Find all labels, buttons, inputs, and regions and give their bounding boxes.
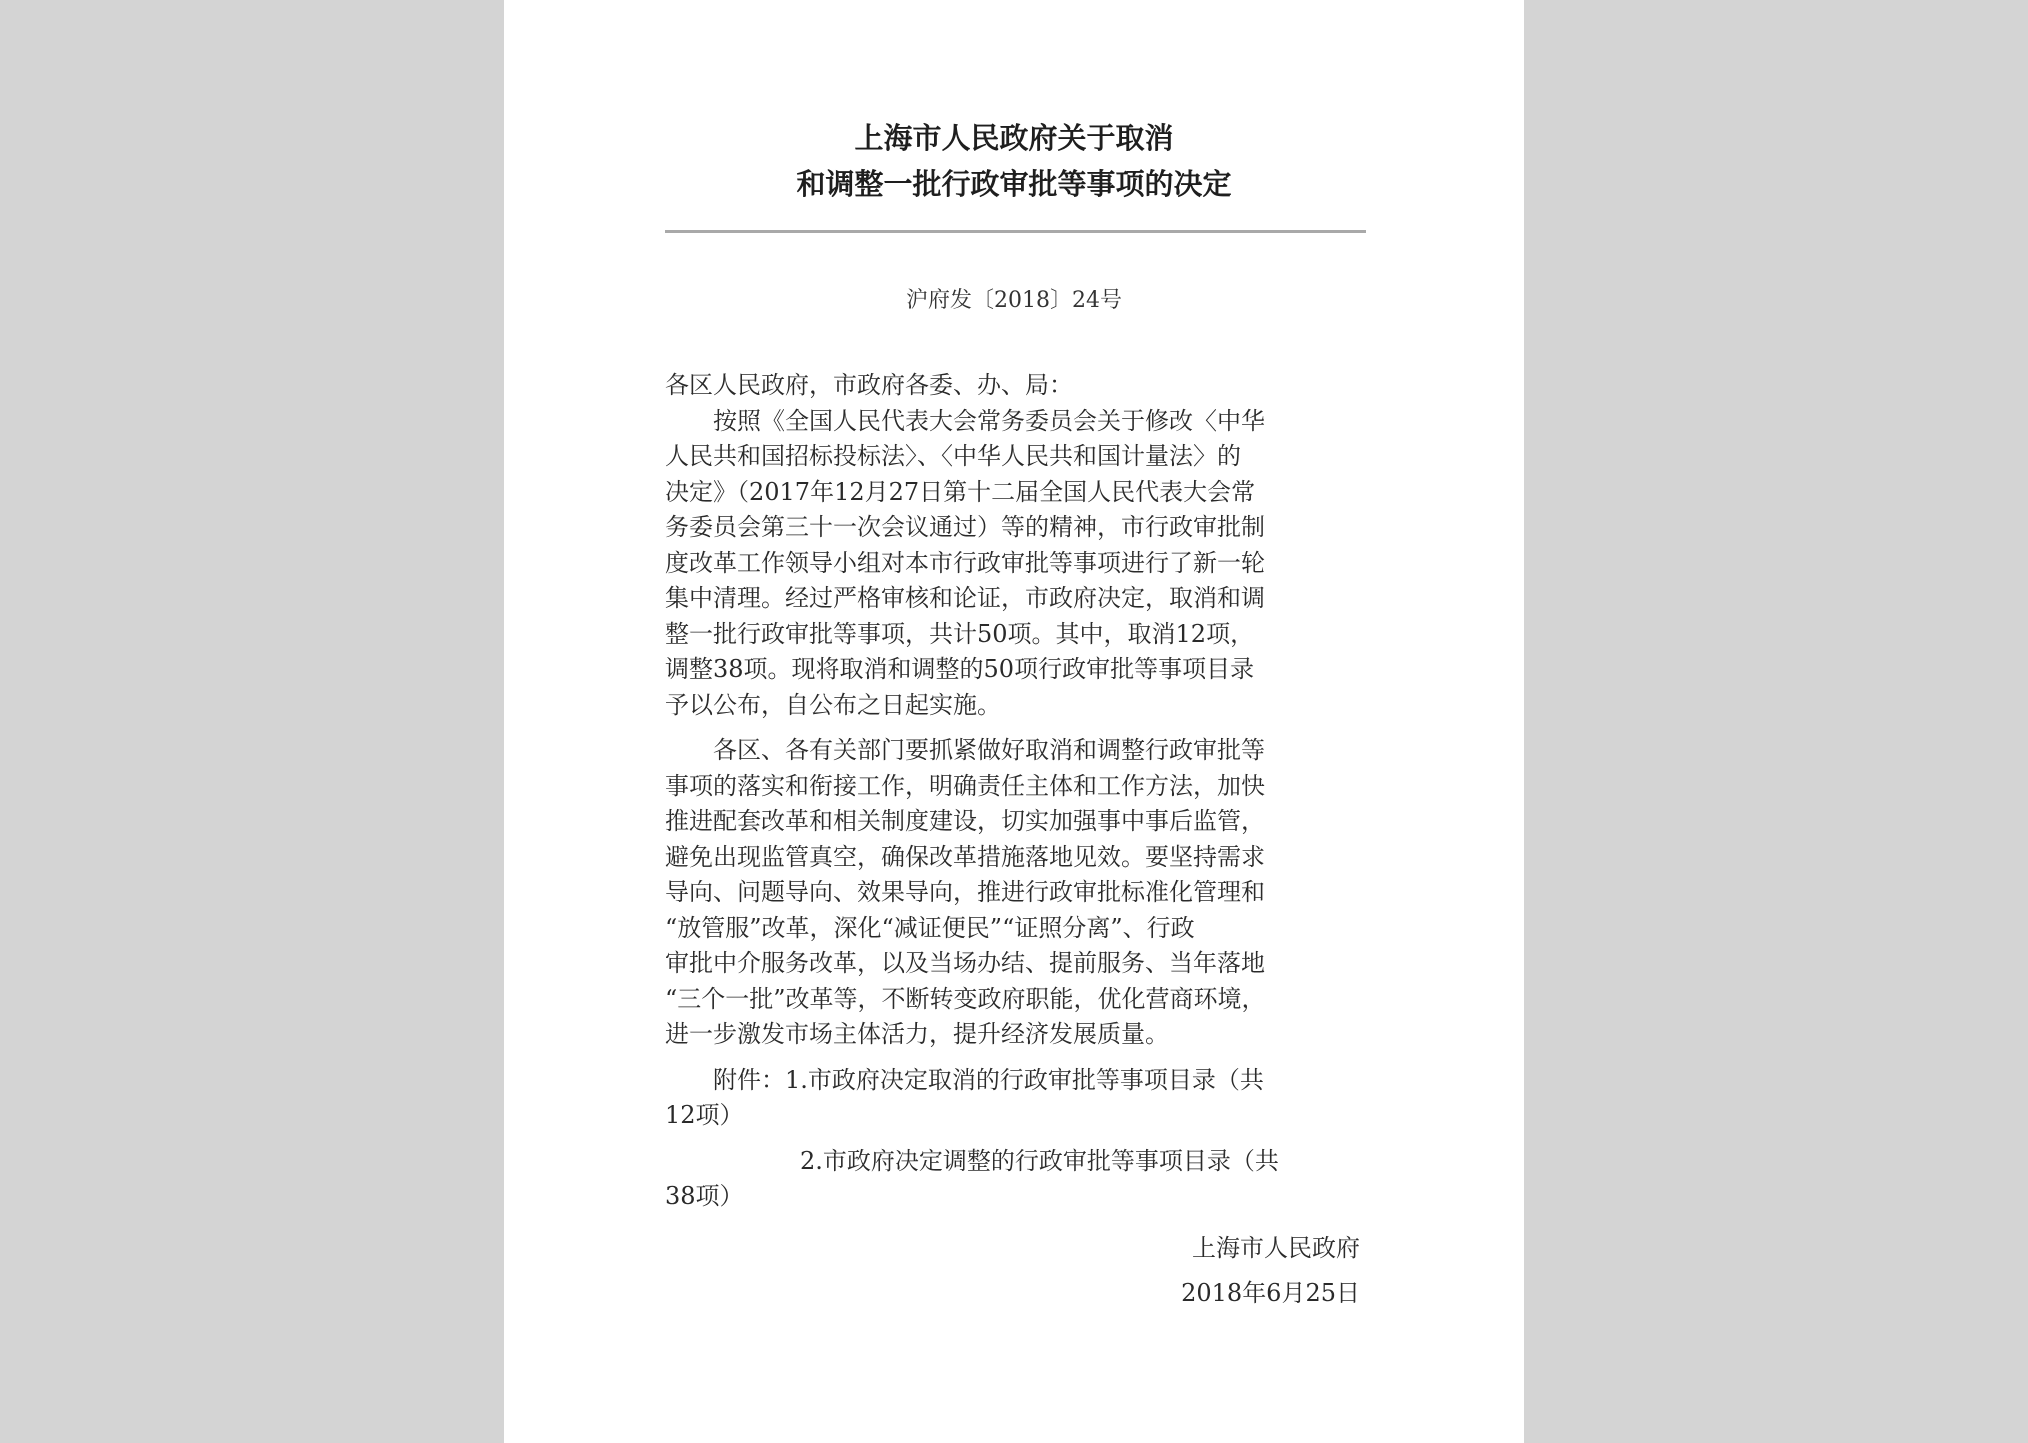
text-line: 度改革工作领导小组对本市行政审批等事项进行了新一轮 xyxy=(665,548,1265,577)
document-body xyxy=(665,368,1375,1215)
text-line: “放管服”改革，深化“减证便民”“证照分离”、行政 xyxy=(665,913,1195,942)
text-line: 进一步激发市场主体活力，提升经济发展质量。 xyxy=(665,1020,1169,1048)
text-line: 事项的落实和衔接工作，明确责任主体和工作方法，加快 xyxy=(665,771,1265,800)
text-line: 集中清理。经过严格审核和论证，市政府决定，取消和调 xyxy=(665,584,1265,612)
text-line: 避免出现监管真空，确保改革措施落地见效。要坚持需求 xyxy=(665,842,1265,871)
text-line: 导向、问题导向、效果导向，推进行政审批标准化管理和 xyxy=(665,878,1265,906)
signature-organization: 上海市人民政府 xyxy=(1192,1234,1360,1262)
text-line: 务委员会第三十一次会议通过）等的精神，市行政审批制 xyxy=(665,513,1265,541)
document-page xyxy=(504,0,1524,1443)
text-line: 人民共和国招标投标法〉、〈中华人民共和国计量法〉的 xyxy=(665,442,1241,470)
text-line: 推进配套改革和相关制度建设，切实加强事中事后监管， xyxy=(665,807,1265,835)
attachment-line: 38项） xyxy=(665,1182,744,1210)
attachment-2 xyxy=(665,1144,1375,1215)
attachment-line: 2.市政府决定调整的行政审批等事项目录（共 xyxy=(800,1146,1279,1175)
paragraph-1 xyxy=(665,404,1375,724)
attachment-line: 12项） xyxy=(665,1101,744,1129)
text-line: 按照《全国人民代表大会常务委员会关于修改〈中华 xyxy=(713,406,1265,435)
text-line: 审批中介服务改革，以及当场办结、提前服务、当年落地 xyxy=(665,949,1265,977)
text-line: 各区、各有关部门要抓紧做好取消和调整行政审批等 xyxy=(713,736,1265,764)
text-line: 调整38项。现将取消和调整的50项行政审批等事项目录 xyxy=(665,655,1255,683)
text-line: 决定》（2017年12月27日第十二届全国人民代表大会常 xyxy=(665,477,1256,506)
title-divider xyxy=(665,230,1366,233)
text-line: 整一批行政审批等事项，共计50项。其中，取消12项， xyxy=(665,619,1255,648)
document-title-line2: 和调整一批行政审批等事项的决定 xyxy=(796,167,1232,201)
attachment-1 xyxy=(665,1063,1375,1134)
document-number: 沪府发〔2018〕24号 xyxy=(906,288,1122,313)
attachment-line: 附件：1.市政府决定取消的行政审批等事项目录（共 xyxy=(713,1065,1264,1094)
document-title-line1: 上海市人民政府关于取消 xyxy=(854,121,1174,155)
text-line: 予以公布，自公布之日起实施。 xyxy=(665,690,1001,719)
signature-date: 2018年6月25日 xyxy=(1181,1279,1360,1307)
text-line: “三个一批”改革等，不断转变政府职能，优化营商环境， xyxy=(665,984,1266,1013)
salutation: 各区人民政府，市政府各委、办、局： xyxy=(665,371,1073,399)
paragraph-2 xyxy=(665,733,1375,1053)
